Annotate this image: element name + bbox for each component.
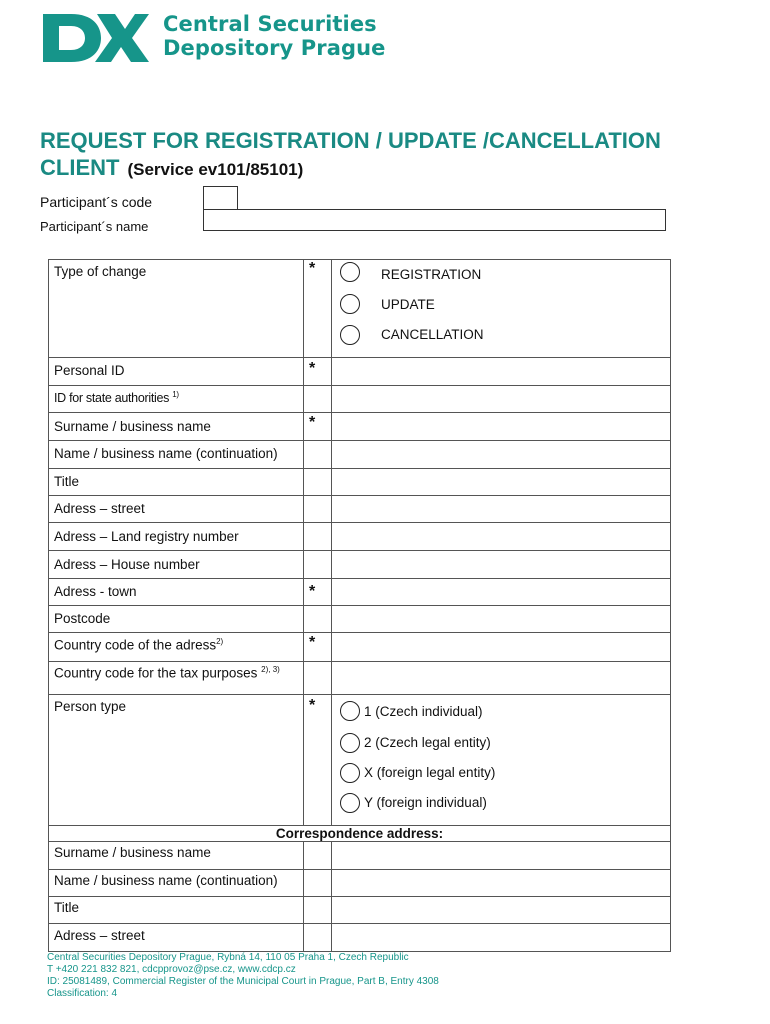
postcode-input[interactable] xyxy=(332,606,670,632)
radio-czech-legal-entity[interactable] xyxy=(340,733,360,753)
footer xyxy=(47,952,439,1000)
title-client: CLIENT xyxy=(40,155,120,180)
country-tax-text: Country code for the tax purposes xyxy=(54,665,258,681)
radio-update[interactable] xyxy=(340,294,360,314)
field-label-surname: Surname / business name xyxy=(54,419,211,434)
street-input[interactable] xyxy=(332,496,670,522)
town-input[interactable] xyxy=(332,579,670,605)
footnote-marker: 2), 3) xyxy=(261,665,280,674)
land-registry-input[interactable] xyxy=(332,523,670,550)
participant-name-label: Participant´s name xyxy=(40,219,149,234)
corr-surname-input[interactable] xyxy=(332,842,670,869)
participant-code-label: Participant´s code xyxy=(40,194,153,210)
corr-street-input[interactable] xyxy=(332,924,670,951)
required-marker: * xyxy=(309,583,316,600)
field-label-street: Adress – street xyxy=(54,501,145,516)
option-cancellation: CANCELLATION xyxy=(381,327,484,342)
field-label-personal-id: Personal ID xyxy=(54,363,125,378)
type-of-change-label: Type of change xyxy=(54,264,147,279)
logo-line1: Central Securities xyxy=(163,12,377,36)
footer-registration: ID: 25081489, Commercial Register of the Municipal Court in Prague, Part B, Entry 4308 xyxy=(47,976,439,987)
house-number-input[interactable] xyxy=(332,551,670,578)
corr-label-street: Adress – street xyxy=(54,928,145,943)
option-czech-individual: 1 (Czech individual) xyxy=(364,704,483,719)
radio-registration[interactable] xyxy=(340,262,360,282)
option-update: UPDATE xyxy=(381,297,435,312)
field-label-state-id xyxy=(54,390,179,405)
option-foreign-individual: Y (foreign individual) xyxy=(364,795,487,810)
participant-name-input[interactable] xyxy=(203,209,666,231)
surname-input[interactable] xyxy=(332,413,670,440)
radio-foreign-individual[interactable] xyxy=(340,793,360,813)
field-label-land-registry: Adress – Land registry number xyxy=(54,529,239,544)
person-type-label: Person type xyxy=(54,699,127,714)
required-marker: * xyxy=(309,634,316,651)
footer-address: Central Securities Depository Prague, Rybná 14, 110 05 Praha 1, Czech Republic xyxy=(47,952,409,963)
radio-foreign-legal-entity[interactable] xyxy=(340,763,360,783)
required-marker: * xyxy=(309,360,316,377)
option-registration: REGISTRATION xyxy=(381,267,482,282)
required-marker: * xyxy=(309,697,316,714)
radio-cancellation[interactable] xyxy=(340,325,360,345)
corr-title-input[interactable] xyxy=(332,897,670,923)
service-code: (Service ev101/85101) xyxy=(127,160,304,179)
field-label-country-address xyxy=(54,637,223,653)
option-czech-legal-entity: 2 (Czech legal entity) xyxy=(364,735,491,750)
country-tax-input[interactable] xyxy=(332,662,670,694)
footer-contact: T +420 221 832 821, cdcpprovoz@pse.cz, www.cdcp.cz xyxy=(47,964,296,975)
required-marker: * xyxy=(309,260,316,277)
country-address-text: Country code of the adress xyxy=(54,637,217,653)
required-marker: * xyxy=(309,414,316,431)
footnote-marker: 1) xyxy=(172,390,179,399)
personal-id-input[interactable] xyxy=(332,358,670,385)
state-id-text: ID for state authorities xyxy=(54,391,170,406)
name-continuation-input[interactable] xyxy=(332,441,670,468)
field-label-house-number: Adress – House number xyxy=(54,557,200,572)
corr-label-title: Title xyxy=(54,900,80,915)
corr-name-continuation-input[interactable] xyxy=(332,870,670,896)
state-id-input[interactable] xyxy=(332,386,670,412)
field-label-name-continuation: Name / business name (continuation) xyxy=(54,446,278,461)
page-title-line2 xyxy=(40,155,303,183)
corr-label-name-continuation: Name / business name (continuation) xyxy=(54,873,278,888)
field-label-title: Title xyxy=(54,474,80,489)
radio-czech-individual[interactable] xyxy=(340,701,360,721)
corr-label-surname: Surname / business name xyxy=(54,845,211,860)
page-title: REQUEST FOR REGISTRATION / UPDATE /CANCELLATION xyxy=(40,128,661,153)
participant-code-input[interactable] xyxy=(203,186,238,210)
correspondence-heading: Correspondence address: xyxy=(275,826,444,841)
field-label-country-tax xyxy=(54,665,280,681)
logo-line2: Depository Prague xyxy=(163,36,386,60)
field-label-town: Adress - town xyxy=(54,584,137,599)
cdcp-logo-icon xyxy=(41,12,149,64)
country-address-input[interactable] xyxy=(332,633,670,661)
logo-text xyxy=(163,12,386,60)
footer-classification: Classification: 4 xyxy=(47,988,118,999)
footnote-marker: 2) xyxy=(216,637,224,646)
option-foreign-legal-entity: X (foreign legal entity) xyxy=(364,765,496,780)
field-label-postcode: Postcode xyxy=(54,611,111,626)
title-input[interactable] xyxy=(332,469,670,495)
